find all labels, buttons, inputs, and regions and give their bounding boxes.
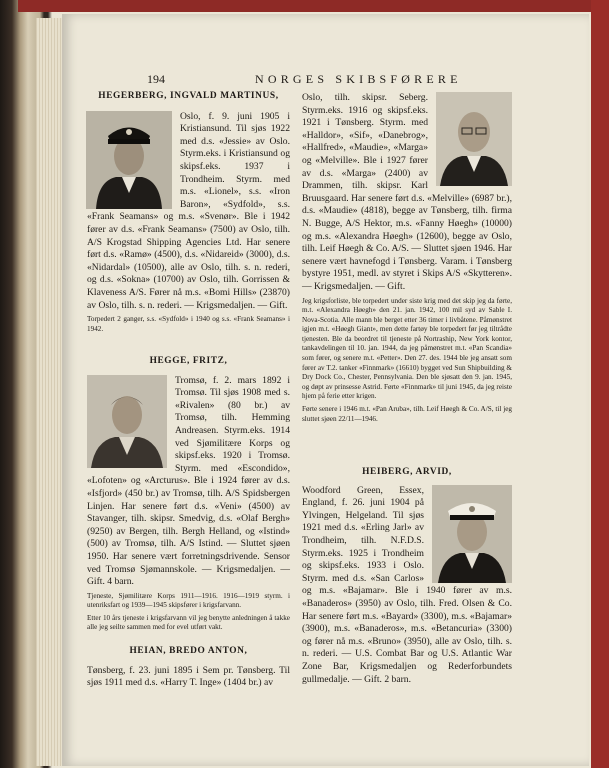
entry-text: Oslo, f. 9. juni 1905 i Kristiansund. Til sjøs 1922 med d.s. «Jessie» av Oslo. Styrm.eks. i Kristiansund og skipsf.eks. 1937 i Trondheim. Styrm. med m.s. «Lionel», s.s. «Iron Baron», «Sydfold», s.s. «Frank Seamans» og m.s. «Svenør». Ble i 1942 fører av d.s. «Frank Seamans» (7500) av Oslo, tilh. A/S Krogstad Shipping Agencies Ltd. Har senere ført d.s. «Ramø» (4500), d.s. «Nidareid» (3000), d.s. «Nidardal» (10500), alle av Oslo, tilh. s. n. rederi, og d.s. «Sokna» (10700) av Oslo, tilh. Gorrissen & Klaveness A/S. Fører nå m.s. «Bomi Hills» (23870) av Oslo, tilh. s. n. rederi. — Krigsmedaljen. — Gift. — [87, 110, 290, 311]
portrait-photo — [86, 111, 172, 209]
portrait-hegge — [87, 375, 167, 468]
page-edges — [36, 18, 64, 766]
portrait-heian — [436, 92, 512, 186]
portrait-hegerberg — [86, 111, 172, 209]
entry-note: Førte senere i 1946 m.t. «Pan Aruba», tilh. Leif Høegh & Co. A/S, til jeg sluttet sjøen 22/11—1946. — [302, 405, 512, 423]
entry-note: Etter 10 års tjeneste i krigsfarvann vil jeg benytte anledningen å takke alle jeg seilte sammen med for evel utført vakt. — [87, 613, 290, 632]
entry-note: Tjeneste, Sjømilitære Korps 1911—1916. 1916—1919 styrm. i utenriksfart og 1939—1945 skipsfører i krigsfarvann. — [87, 591, 290, 610]
book-cover-right-edge — [591, 0, 609, 768]
entry-heiberg — [302, 466, 512, 686]
entry-heian — [87, 645, 290, 690]
entry-name: HEGERBERG, INGVALD MARTINUS, — [98, 91, 279, 101]
portrait-heiberg — [432, 485, 512, 583]
running-title: NORGES SKIBSFØRERE — [255, 72, 462, 86]
entry-text: Tønsberg, f. 23. juni 1895 i Sem pr. Tønsberg. Til sjøs 1911 med d.s. «Harry T. Inge» (1404 br.) av — [87, 664, 290, 689]
running-header — [62, 72, 589, 86]
entry-hegerberg — [87, 90, 290, 334]
book-cover-top-edge — [18, 0, 609, 12]
entry-note: Torpedert 2 ganger, s.s. «Sydfold» i 1940 og s.s. «Frank Seamans» i 1942. — [87, 315, 290, 333]
entry-hegge — [87, 355, 290, 633]
entry-name: HEIBERG, ARVID, — [362, 467, 452, 477]
entry-note: Jeg krigsforliste, ble torpedert under siste krig med det skip jeg da førte, m.t. «Alexandra Høegh» den 21. jan. 1942, 100 mil syd av Sable I. Nova-Scotia. Alle mann ble berget etter 36 timer i livbåtene. Påmønstret igjen m.t. «Høegh Giant», men dette fartøy ble torpedert før jeg tiltrådte tjenesten. Ble da beordret til tjeneste på Nortraship, New York kontor, tankavdelingen til 10. jan. 1944, da jeg påmønstret m.t. «Pan Scandia» som fører, og senere m.t. «Petter». Den 27. des. 1944 ble jeg ansatt som fører av T.2. tanker «Finnmark» (16610) bygget ved Sun Shipbuilding & Dry Dock Co., Chester, Pennsylvania. Den ble sjøsatt den 9. jan. 1945, og døpt av prinsesse Astrid. Førte «Finnmark» til juni 1945, da jeg reiste hjem på ferie etter krigen. — [302, 296, 512, 401]
page-number: 194 — [147, 72, 165, 86]
entry-text: Tromsø, f. 2. mars 1892 i Tromsø. Til sjøs 1908 med s. «Rivalen» (80 br.) av Tromsø, tilh. Hemming Andreasen. Styrm.eks. 1914 ved Sjømilitære Korps og skipsf.eks. 1920 i Tromsø. Styrm. med «Escondido», «Lofoten» og «Arcturus». Ble i 1924 fører av d.s. «Isfjord» (450 br.) av Tromsø, tilh. A/S Spidsbergen Linjen. Har senere ført d.s. «Veni» (4500) av Stavanger, tilh. skipsr. Smedvig, d.s. «Olaf Bergh» (9250) av Bergen, tilh. Bergh Helland, og «Istind» (500) av Tromsø, tilh. A/S Istind. — Sluttet sjøen 1950. Har senere vært forretningsdrivende. Sensor ved Tromsø Sjømannskole. — Krigsmedaljen. — Gift. 4 barn. — [87, 374, 290, 588]
portrait-photo — [87, 375, 167, 468]
portrait-photo — [432, 485, 512, 583]
entry-name: HEIAN, BREDO ANTON, — [129, 646, 248, 656]
portrait-photo — [436, 92, 512, 186]
entry-text: Oslo, tilh. skipsr. Seberg. Styrm.eks. 1916 og skipsf.eks. 1921 i Tønsberg. Styrm. med «Halldor», «Sif», «Danebrog», «Hallfred», «Maudie», «Marga» og «Melville». Ble i 1927 fører av d.s. «Marga» (2400) av Drammen, tilh. skipsr. Karl Bruusgaard. Har senere ført d.s. «Melville» (6987 br.), d.s. «Maudie» (4818), begge av Tønsberg, tilh. firma N. Bugge, A/S Hektor, m.s. «Fanny Høegh» (10000) og m.s. «Alexandra Høegh» (12600), begge av Oslo, tilh. Leif Høegh & Co. A/S. — Sluttet sjøen 1946. Har senere vært havnefogd i Tønsberg. Varam. i Tønsberg bystyre 1951, medl. av styret i Skips A/S «Skytteren». — Krigsmedaljen. — Gift. — [302, 92, 512, 292]
entry-heian-continued — [302, 92, 512, 424]
entry-name: HEGGE, FRITZ, — [149, 356, 228, 366]
entry-text: Woodford Green, Essex, England, f. 26. juni 1904 på Ylvingen, Helgeland. Til sjøs 1921 med d.s. «Erling Jarl» av Trondheim, tilh. N.F.D.S. Styrm.eks. 1925 i Trondheim og skipsf.eks. 1933 i Oslo. Styrm. med d.s. «San Carlos» og m.s. «Bajamar». Ble i 1940 fører av m.s. «Banaderos» (3950) av Oslo, tilh. Fred. Olsen & Co. Har senere ført m.s. «Bayard» (3300), m.s. «Bajamar» (3900), m.s. «Banaderos», m.s. «Betancuria» (3300) og fører nå m.s. «Bruno» (3950), alle av Oslo, tilh. s. n. rederi. — U.S. Combat Bar og U.S. Atlantic War Zone Bar, Krigsmedaljen og Rederforbundets gullmedalje. — Gift. 2 barn. — [302, 484, 512, 685]
